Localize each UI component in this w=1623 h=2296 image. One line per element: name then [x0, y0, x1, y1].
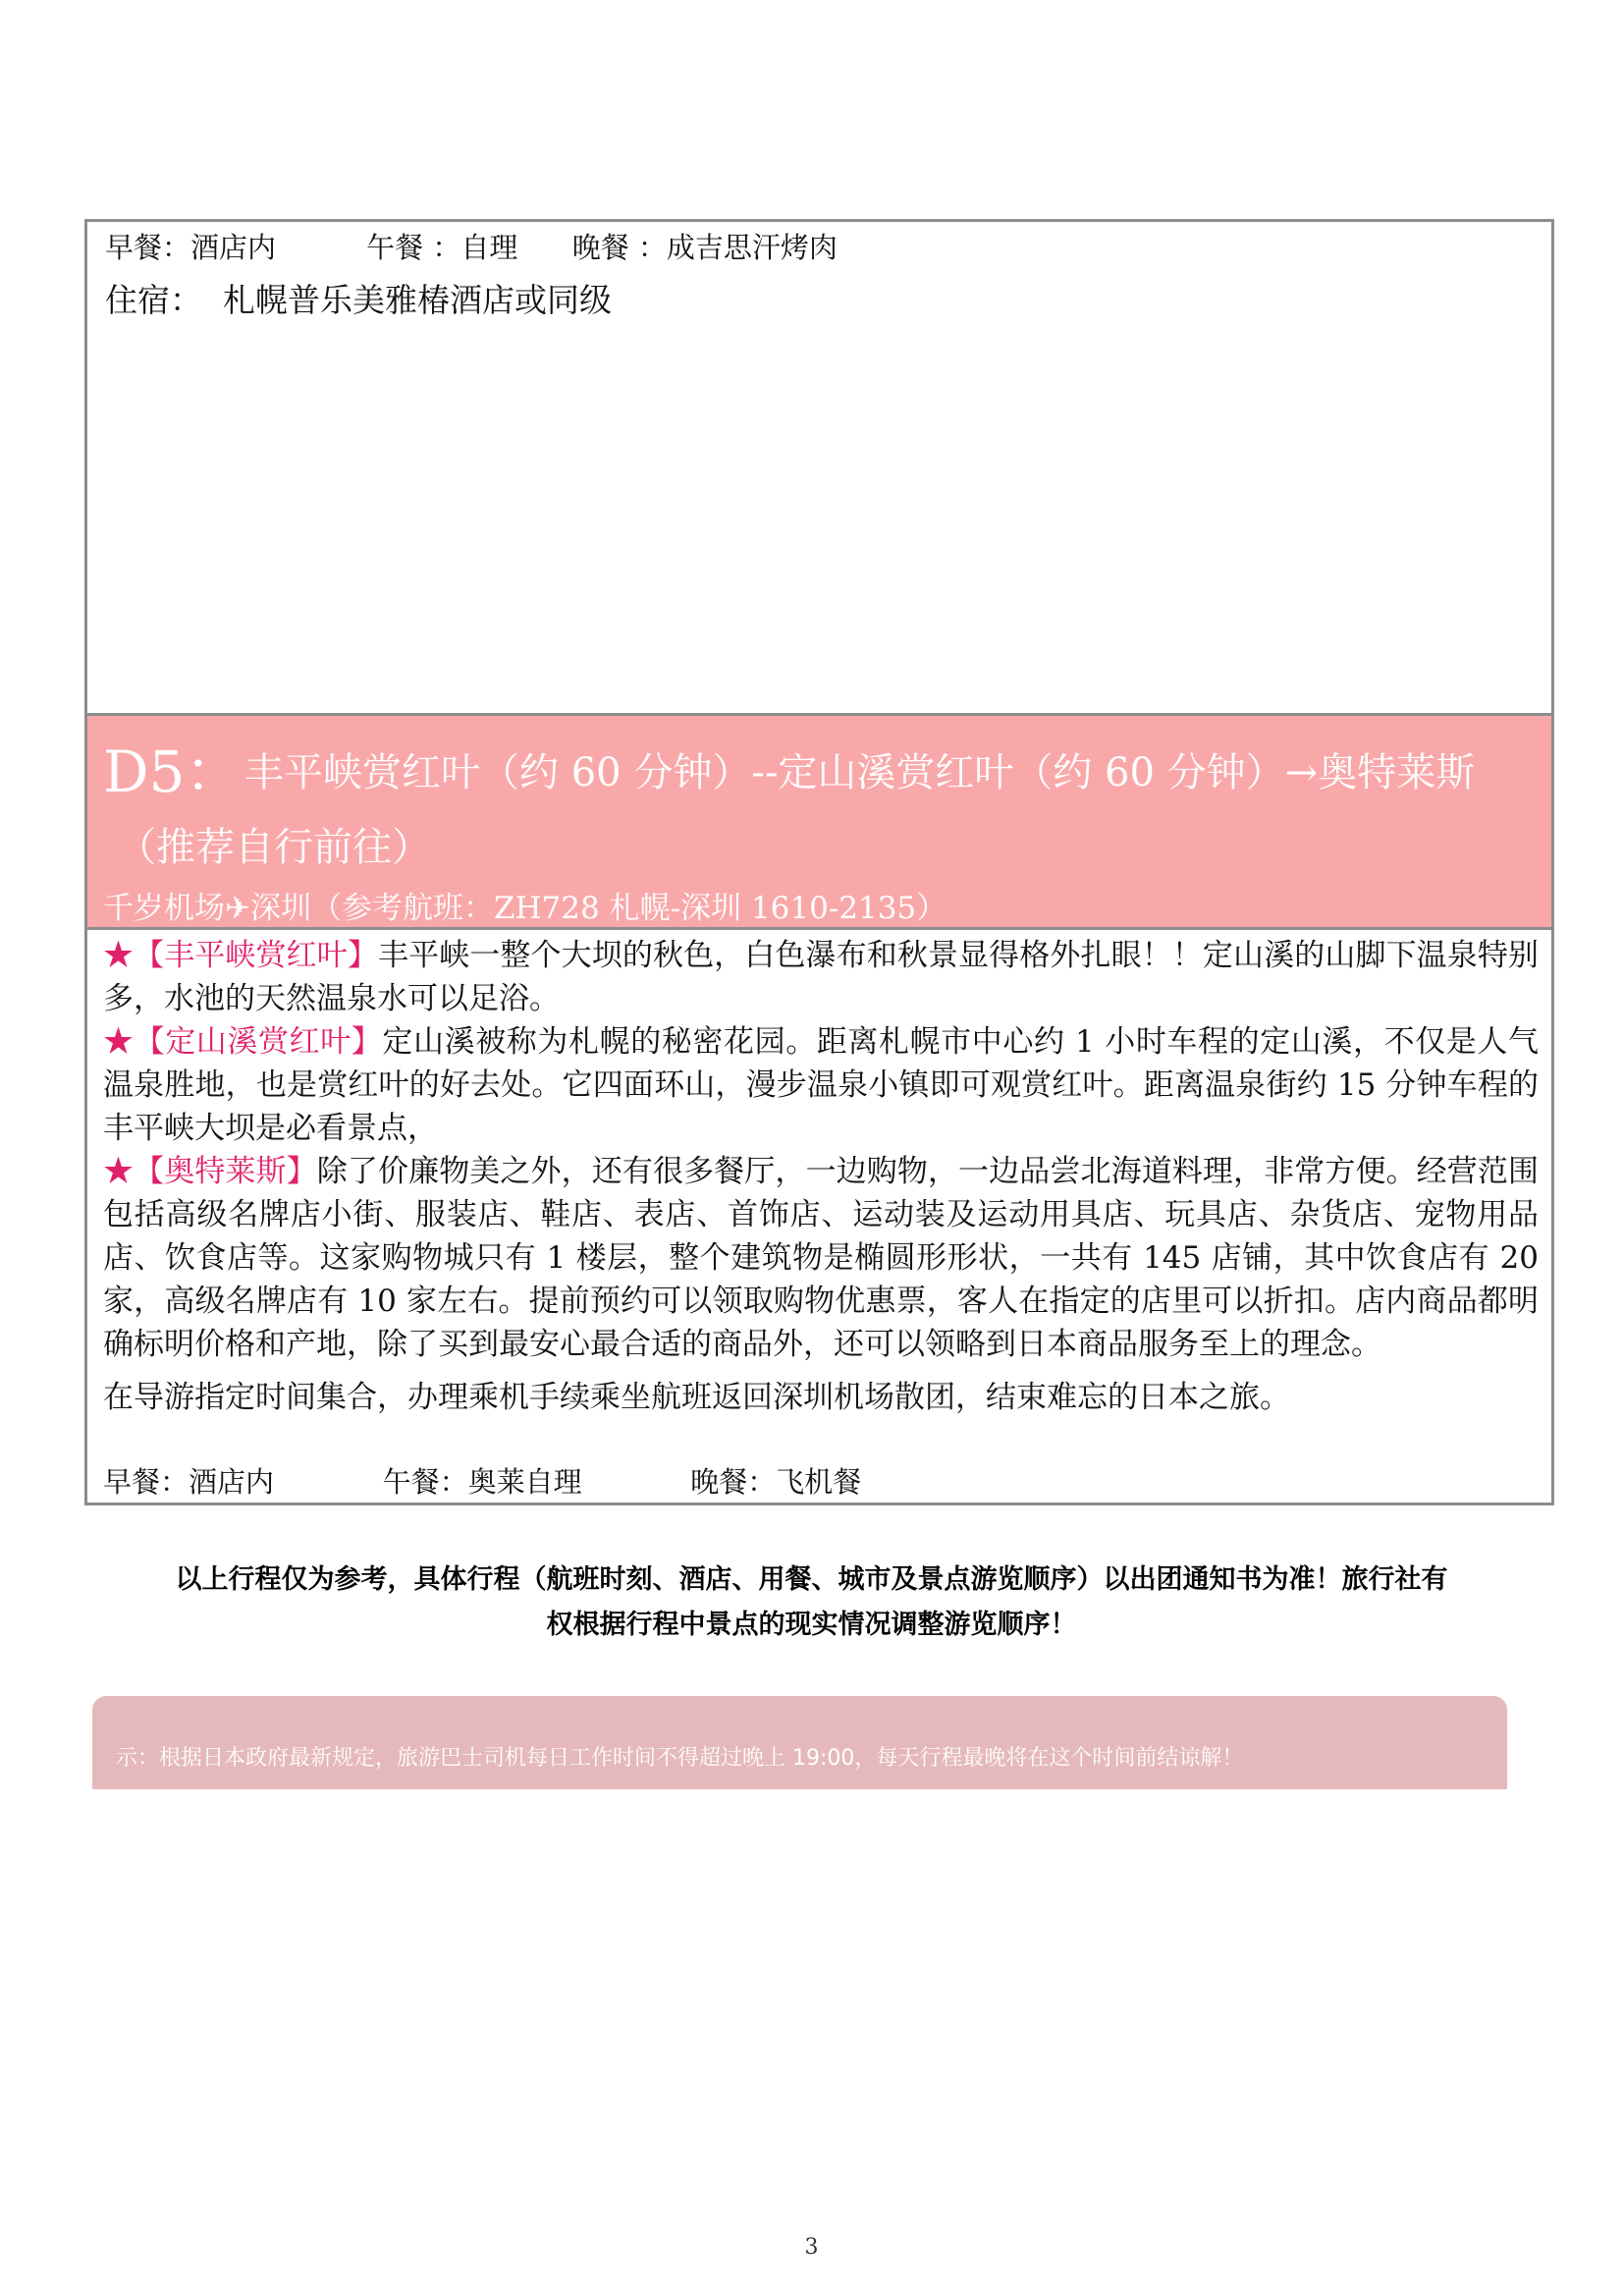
- attraction-title: ★【定山溪赏红叶】: [103, 1024, 383, 1060]
- day4-meals: 早餐：酒店内 午餐 ：自理 晚餐 ：成吉思汗烤肉: [105, 231, 838, 264]
- day5-header: [87, 716, 1551, 930]
- day5-label: D5：: [103, 738, 243, 805]
- day5-final-note: 在导游指定时间集合，办理乘机手续乘坐航班返回深圳机场散团，结束难忘的日本之旅。: [103, 1380, 1290, 1415]
- attraction-text: 除了价廉物美之外，还有很多餐厅，一边购物，一边品尝北海道料理，非常方便。经营范围包括高级名牌店小街、服装店、鞋店、表店、首饰店、运动装及运动用具店、玩具店、杂货店、宠物用品店、饮食店等。这家购物城只有 1 楼层，整个建筑物是椭圆形形状，一共有 145 店铺，其中饮食店有 20 家，高级名牌店有 10 家左右。提前预约可以领取购物优惠票，客人在指定的店里可以折扣。店内商品都明确标明价格和产地，除了买到最安心最合适的商品外，还可以领略到日本商品服务至上的理念。: [103, 1154, 1540, 1362]
- day5-meals: 早餐：酒店内 午餐：奥莱自理 晚餐：飞机餐: [103, 1465, 862, 1499]
- itinerary-disclaimer: [98, 1558, 1525, 1648]
- attraction-item: [103, 1150, 1539, 1366]
- notice-banner: [92, 1696, 1507, 1789]
- attraction-item: [103, 1020, 1539, 1150]
- day5-route-line2: （推荐自行前往）: [117, 825, 431, 870]
- disclaimer-line1: 以上行程仅为参考，具体行程（航班时刻、酒店、用餐、城市及景点游览顺序）以出团通知书为准！旅行社有: [175, 1564, 1448, 1595]
- attraction-title: ★【丰平峡赏红叶】: [103, 938, 378, 973]
- attraction-text: 定山溪被称为札幌的秘密花园。距离札幌市中心约 1 小时车程的定山溪，不仅是人气温泉胜地，也是赏红叶的好去处。它四面环山，漫步温泉小镇即可观赏红叶。距离温泉街约 15 分钟车程的丰平峡大坝是必看景点，: [103, 1024, 1540, 1146]
- day4-end-section: [84, 219, 1554, 715]
- attraction-item: [103, 934, 1539, 1020]
- day5-route-line1: 丰平峡赏红叶（约 60 分钟）--定山溪赏红叶（约 60 分钟）→奥特莱斯: [244, 750, 1476, 795]
- disclaimer-line2: 权根据行程中景点的现实情况调整游览顺序！: [546, 1610, 1077, 1640]
- day5-flight: 千岁机场✈深圳（参考航班：ZH728 札幌-深圳 1610-2135）: [103, 891, 947, 926]
- day4-hotel: 住宿： 札幌普乐美雅椿酒店或同级: [105, 281, 612, 319]
- notice-text: 示：根据日本政府最新规定，旅游巴士司机每日工作时间不得超过晚上 19:00，每天行程最晚将在这个时间前结谅解！: [116, 1746, 1244, 1771]
- day5-section: [84, 713, 1554, 1505]
- day5-description: [103, 934, 1539, 1419]
- attraction-text: 丰平峡一整个大坝的秋色，白色瀑布和秋景显得格外扎眼！！定山溪的山脚下温泉特别多，水池的天然温泉水可以足浴。: [103, 938, 1540, 1016]
- page-number: 3: [804, 2235, 819, 2260]
- attraction-title: ★【奥特莱斯】: [103, 1154, 317, 1189]
